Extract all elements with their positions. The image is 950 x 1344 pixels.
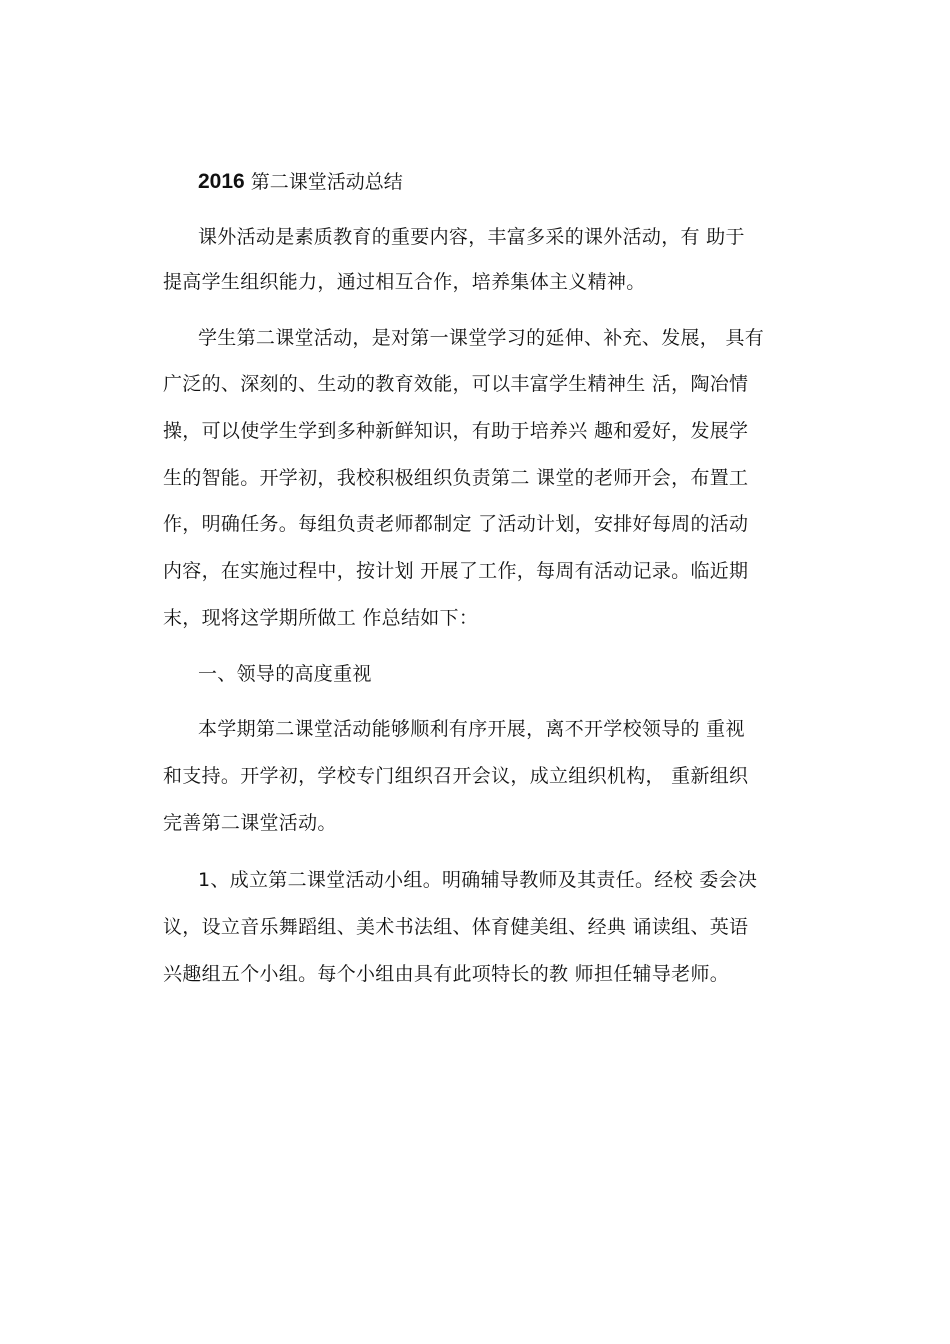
paragraph-3-line-2: 和支持。开学初，学校专门组织召开会议，成立组织机构， 重新组织 (163, 765, 749, 787)
document-title (198, 168, 403, 196)
paragraph-1-line-2: 提高学生组织能力，通过相互合作，培养集体主义精神。 (163, 271, 646, 293)
paragraph-4-line-2: 议，设立音乐舞蹈组、美术书法组、体育健美组、经典 诵读组、英语 (163, 916, 749, 938)
paragraph-2-line-1: 学生第二课堂活动，是对第一课堂学习的延伸、补充、发展， 具有 (198, 327, 765, 349)
paragraph-2-line-2: 广泛的、深刻的、生动的教育效能，可以丰富学生精神生 活，陶冶情 (163, 373, 749, 395)
paragraph-2-line-5: 作，明确任务。每组负责老师都制定 了活动计划，安排好每周的活动 (163, 513, 749, 535)
paragraph-4-line-1: 1、成立第二课堂活动小组。明确辅导教师及其责任。经校 委会决 (198, 869, 758, 891)
paragraph-4-line-3: 兴趣组五个小组。每个小组由具有此项特长的教 师担任辅导老师。 (163, 963, 730, 985)
paragraph-3-line-3: 完善第二课堂活动。 (163, 812, 337, 834)
title-text: 第二课堂活动总结 (250, 171, 403, 193)
paragraph-2-line-7: 末，现将这学期所做工 作总结如下： (163, 607, 479, 629)
title-year: 2016 (198, 170, 245, 193)
section-heading-1: 一、领导的高度重视 (198, 663, 372, 685)
paragraph-3-line-1: 本学期第二课堂活动能够顺利有序开展，离不开学校领导的 重视 (198, 718, 745, 740)
paragraph-2-line-6: 内容，在实施过程中，按计划 开展了工作，每周有活动记录。临近期 (163, 560, 749, 582)
paragraph-1-line-1: 课外活动是素质教育的重要内容，丰富多采的课外活动，有 助于 (198, 226, 745, 248)
paragraph-2-line-4: 生的智能。开学初，我校积极组织负责第二 课堂的老师开会，布置工 (163, 467, 749, 489)
paragraph-2-line-3: 操，可以使学生学到多种新鲜知识，有助于培养兴 趣和爱好，发展学 (163, 420, 749, 442)
